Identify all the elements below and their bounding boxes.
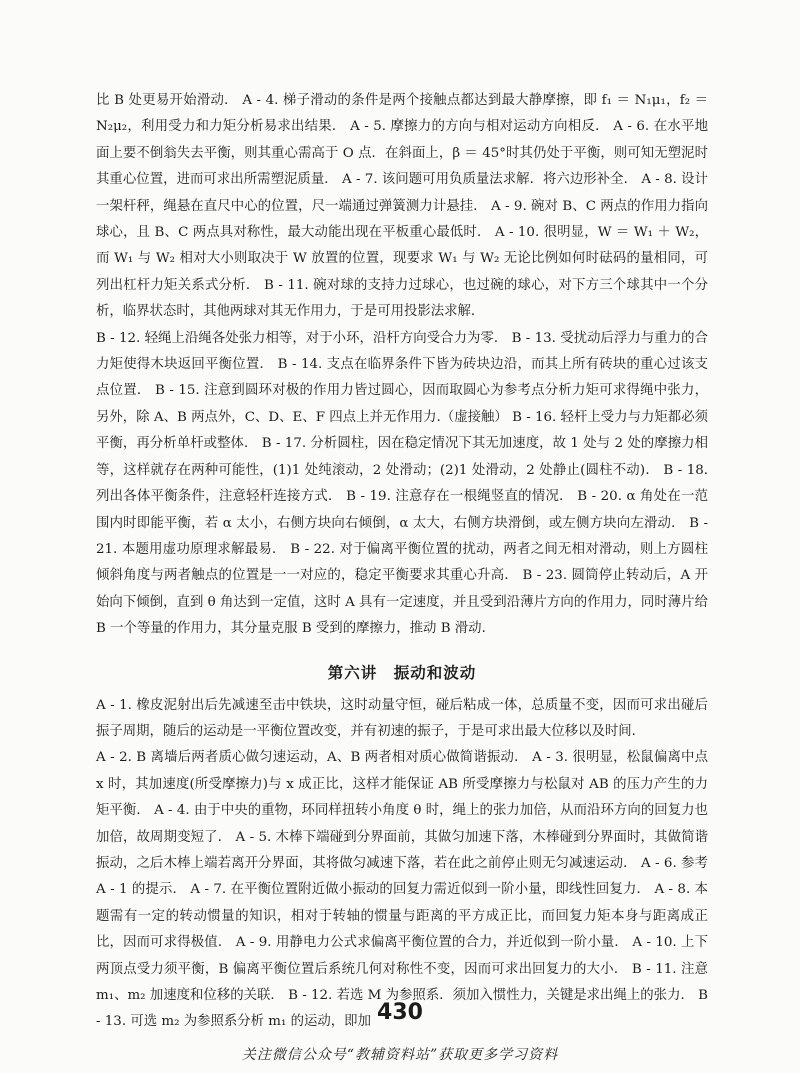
paragraph: 比 B 处更易开始滑动． A - 4. 梯子滑动的条件是两个接触点都达到最大静摩擦，即 f₁ ＝ N₁μ₁，f₂ ＝ N₂μ₂，利用受力和力矩分析易求出结果． A - 5. 摩擦力的方向与相对运动方向相反． A - 6. 在水平地面上要不倒翁失去平衡，则其重心需高于 O 点．在斜面上，β ＝ 45°时其仍处于平衡，则可知无塑泥时其重心位置，进而可求出所需塑泥质量． A - 7. 该问题可用负质量法求解．将六边形补全． A - 8. 设计一架杆秤，绳悬在直尺中心的位置，尺一端通过弹簧测力计悬挂． A - 9. 碗对 B、C 两点的作用力指向球心，且 B、C 两点具对称性，最大动能出现在平板重心最低时． A - 10. 很明显，W ＝ W₁ ＋ W₂，而 W₁ 与 W₂ 相对大小则取决于 W 放置的位置，现要求 W₁ 与 W₂ 无论比例如何时砝码的量相同，可列出杠杆力矩关系式分析． B - 11. 碗对球的支持力过球心，也过碗的球心，对下方三个球其中一个分析，临界状态时，其他两球对其无作用力，于是可用投影法求解．	[96, 93, 708, 320]
footer-note: 关注微信公众号“教辅资料站”获取更多学习资料	[241, 1047, 559, 1063]
page-number: 430	[377, 1000, 423, 1025]
paragraph: B - 12. 轻绳上沿绳各处张力相等，对于小环，沿杆方向受合力为零． B - 13. 受扰动后浮力与重力的合力矩使得木块返回平衡位置． B - 14. 支点在临界条件下皆为砖块边沿，而其上所有砖块的重心过该支点位置． B - 15. 注意到圆环对极的作用力皆过圆心，因而取圆心为参考点分析力矩可求得绳中张力，另外，除 A、B 两点外，C、D、E、F 四点上并无作用力.（虚接触） B - 16. 轻杆上受力与力矩都必须平衡，再分析单杆或整体． B - 17. 分析圆柱，因在稳定情况下其无加速度，故 1 处与 2 处的摩擦力相等，这样就存在两种可能性，(1)1 处纯滚动，2 处滑动；(2)1 处滑动，2 处静止(圆柱不动)． B - 18. 列出各体平衡条件，注意轻杆连接方式． B - 19. 注意存在一根绳竖直的情况． B - 20. α 角处在一范围内时即能平衡，若 α 太小，右侧方块向右倾倒，α 太大，右侧方块滑倒，或左侧方块向左滑动． B - 21. 本题用虚功原理求解最易． B - 22. 对于偏离平衡位置的扰动，两者之间无相对滑动，则上方圆柱倾斜角度与两者触点的位置是一一对应的，稳定平衡要求其重心升高． B - 23. 圆筒停止转动后，A 开始向下倾倒，直到 θ 角达到一定值，这时 A 具有一定速度，并且受到沿薄片方向的作用力，同时薄片给 B 一个等量的作用力，其分量克服 B 受到的摩擦力，推动 B 滑动．	[96, 330, 708, 637]
section-title: 第六讲 振动和波动	[327, 663, 477, 682]
top-answer-block	[96, 88, 708, 643]
page-content	[96, 88, 708, 1036]
paragraph: A - 2. B 离墙后两者质心做匀速运动，A、B 两者相对质心做简谐振动． A - 3. 很明显，松鼠偏离中点 x 时，其加速度(所受摩擦力)与 x 成正比，这样才能保证 AB 所受摩擦力与松鼠对 AB 的压力产生的力矩平衡． A - 4. 由于中央的重物，环同样扭转小角度 θ 时，绳上的张力加倍，从而沿环方向的回复力也加倍，故周期变短了． A - 5. 木棒下端碰到分界面前，其做匀加速下落，木棒碰到分界面时，其做简谐振动，之后木棒上端若离开分界面，其将做匀减速下落，若在此之前停止则无匀减速运动． A - 6. 参考 A - 1 的提示． A - 7. 在平衡位置附近做小振动的回复力需近似到一阶小量，即线性回复力． A - 8. 本题需有一定的转动惯量的知识，相对于转轴的惯量与距离的平方成正比，而回复力矩本身与距离成正比，因而可求得极值． A - 9. 用静电力公式求偏离平衡位置的合力，并近似到一阶小量． A - 10. 上下两顶点受力须平衡，B 偏离平衡位置后系统几何对称性不变，因而可求出回复力的大小． B - 11. 注意 m₁、m₂ 加速度和位移的关联． B - 12. 若选 M 为参照系．须加入惯性力，关键是求出绳上的张力． B - 13. 可选 m₂ 为参照系分析 m₁ 的运动，即加	[96, 750, 708, 1030]
bottom-answer-block	[96, 693, 708, 1036]
paragraph: A - 1. 橡皮泥射出后先减速至击中铁块，这时动量守恒，碰后粘成一体，总质量不变，因而可求出碰后振子周期，随后的运动是一平衡位置改变，并有初速的振子，于是可求出最大位移以及时间．	[96, 697, 708, 739]
